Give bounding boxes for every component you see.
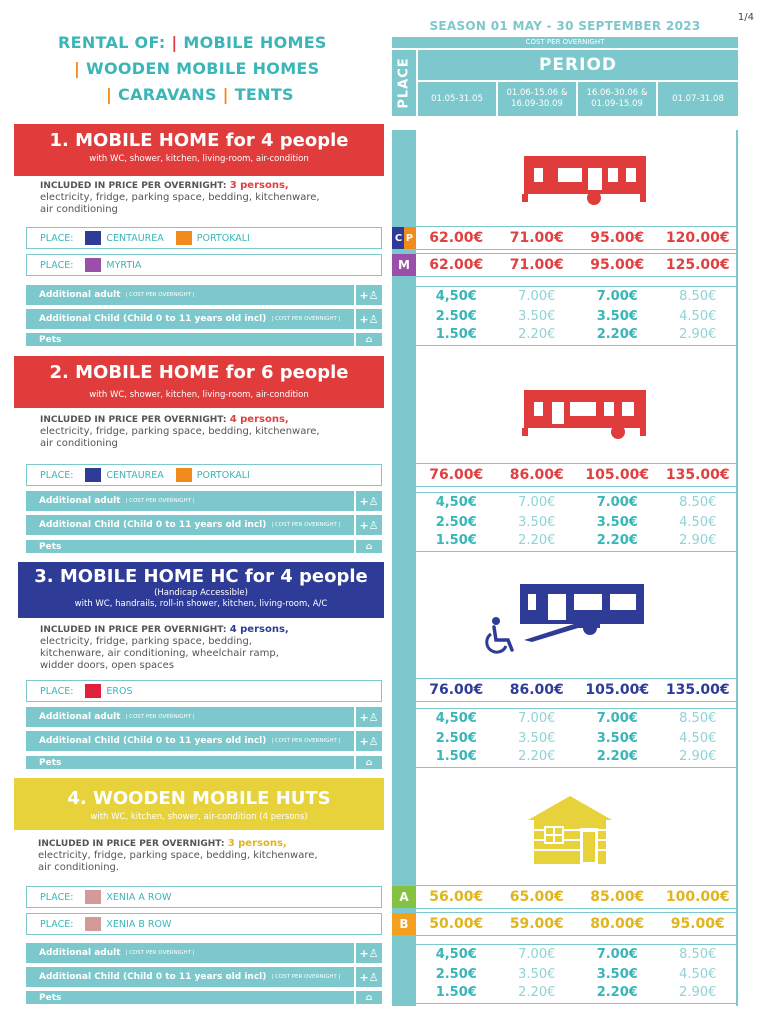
price: 120.00€: [665, 230, 730, 246]
section-1-place-row-1: [26, 227, 382, 249]
place-code-m: M: [392, 254, 416, 276]
adult-price-row: [416, 709, 738, 729]
price: 95.00€: [590, 230, 645, 246]
centaurea-color-swatch: [85, 468, 101, 482]
section-3-banner: [18, 562, 384, 618]
child-price-row: [416, 729, 738, 749]
cost-note: | COST PER OVERNIGHT |: [271, 738, 341, 744]
season-title: SEASON 01 MAY - 30 SEPTEMBER 2023: [429, 19, 701, 33]
price: 95.00€: [590, 257, 645, 273]
centaurea-color-swatch: [85, 231, 101, 245]
price: 7.00€: [518, 495, 556, 510]
place-centaurea: CENTAUREA: [106, 232, 164, 244]
plus-sign: +: [359, 288, 369, 302]
place-label: PLACE:: [40, 259, 74, 271]
place-xenia-a: XENIA A ROW: [106, 891, 172, 903]
price: 86.00€: [509, 682, 564, 698]
plus-sign: +: [359, 946, 369, 960]
eros-color-swatch: [85, 684, 101, 698]
price: 2.90€: [679, 327, 717, 342]
period-col-2: 01.06-15.06 & 16.09-30.09: [498, 82, 576, 116]
price: 7.00€: [596, 711, 638, 726]
price: 3.50€: [518, 731, 556, 746]
pets-label: Pets: [39, 757, 62, 768]
place-label: PLACE:: [40, 232, 74, 244]
section-4-included: [38, 838, 318, 874]
price: 7.00€: [596, 495, 638, 510]
cost-note: | COST PER OVERNIGHT |: [271, 974, 341, 980]
section-4-prices-row-b: [416, 912, 738, 936]
place-header: [392, 50, 416, 116]
price: 3.50€: [518, 515, 556, 530]
price: 4,50€: [435, 947, 477, 962]
additional-child-row: [26, 967, 354, 987]
included-label: INCLUDED IN PRICE PER OVERNIGHT:: [38, 839, 225, 849]
price: 71.00€: [509, 257, 564, 273]
child-icon: + ♙: [356, 515, 382, 535]
price: 2.20€: [596, 533, 638, 548]
rental-prefix: RENTAL OF:: [58, 33, 172, 52]
place-label: PLACE:: [40, 469, 74, 481]
price: 2.50€: [435, 967, 477, 982]
rental-line-1: [58, 33, 327, 52]
price: 76.00€: [429, 467, 484, 483]
rental-wooden-mobile-homes: WOODEN MOBILE HOMES: [86, 59, 320, 78]
price: 2.20€: [518, 327, 556, 342]
included-persons: 3 persons,: [227, 838, 287, 849]
section-2-subtitle: with WC, shower, kitchen, living-room, air-condition: [89, 390, 309, 400]
separator: |: [171, 33, 178, 52]
included-label: INCLUDED IN PRICE PER OVERNIGHT:: [40, 415, 227, 425]
wheelchair-icon: [482, 616, 522, 656]
wooden-hut-icon: [526, 794, 614, 866]
place-code-a: A: [392, 886, 416, 908]
portokali-color-swatch: [176, 468, 192, 482]
price: 56.00€: [429, 889, 484, 905]
section-3-place-row: [26, 680, 382, 702]
pets-row: [26, 991, 354, 1004]
section-2-included: [40, 414, 320, 450]
additional-adult-row: [26, 707, 354, 727]
rental-tents: TENTS: [234, 85, 294, 104]
additional-adult-row: [26, 491, 354, 511]
price: 8.50€: [679, 495, 717, 510]
place-portokali: PORTOKALI: [196, 232, 250, 244]
period-col-3: 16.06-30.06 & 01.09-15.09: [578, 82, 656, 116]
pets-price-row: [416, 749, 738, 765]
child-icon: + ♙: [356, 967, 382, 987]
price: 2.50€: [435, 309, 477, 324]
price: 3.50€: [596, 515, 638, 530]
portokali-color-swatch: [176, 231, 192, 245]
additional-child-label: Additional Child (Child 0 to 11 years old incl): [39, 736, 267, 746]
price: 2.20€: [518, 533, 556, 548]
separator: |: [74, 59, 81, 78]
pet-icon: ⌂: [356, 333, 382, 346]
section-2-place-row: [26, 464, 382, 486]
section-2-prices-row: [416, 463, 738, 487]
price: 2.50€: [435, 515, 477, 530]
place-label: PLACE:: [40, 891, 74, 903]
pets-label: Pets: [39, 541, 62, 552]
additional-adult-row: [26, 285, 354, 305]
rental-caravans: CARAVANS: [118, 85, 217, 104]
section-3-title: 3. MOBILE HOME HC for 4 people: [34, 566, 368, 587]
price: 1.50€: [435, 327, 477, 342]
price: 4.50€: [679, 515, 717, 530]
section-4-banner: [14, 778, 384, 830]
price: 3.50€: [596, 309, 638, 324]
mobile-home-icon: [522, 154, 648, 206]
section-4-prices-row-a: [416, 885, 738, 909]
price: 59.00€: [509, 916, 564, 932]
included-items: electricity, fridge, parking space, bedding, kitchenware, air conditioning: [40, 192, 320, 215]
rental-mobile-homes: MOBILE HOMES: [183, 33, 327, 52]
pet-icon: ⌂: [356, 540, 382, 553]
price: 4.50€: [679, 309, 717, 324]
price: 105.00€: [585, 467, 650, 483]
section-3-extra-prices: [416, 708, 738, 768]
plus-sign: +: [359, 518, 369, 532]
additional-adult-row: [26, 943, 354, 963]
cost-note: | COST PER OVERNIGHT |: [125, 950, 195, 956]
child-icon: + ♙: [356, 309, 382, 329]
additional-child-row: [26, 515, 354, 535]
price: 7.00€: [518, 947, 556, 962]
price: 2.50€: [435, 731, 477, 746]
section-1-place-row-2: [26, 254, 382, 276]
section-3-included: [40, 624, 289, 672]
section-1-prices-row-2: [416, 253, 738, 277]
section-1-banner: [14, 124, 384, 176]
adult-price-row: [416, 287, 738, 307]
adult-icon: + ♙: [356, 943, 382, 963]
place-xenia-b: XENIA B ROW: [106, 918, 172, 930]
additional-adult-label: Additional adult: [39, 496, 121, 506]
price: 105.00€: [585, 682, 650, 698]
place-eros: EROS: [106, 685, 133, 697]
plus-sign: +: [359, 312, 369, 326]
section-1-included: [40, 180, 320, 216]
price: 2.90€: [679, 533, 717, 548]
rental-line-3: [106, 85, 294, 104]
additional-child-label: Additional Child (Child 0 to 11 years old incl): [39, 314, 267, 324]
place-header-label: PLACE: [396, 57, 412, 109]
additional-adult-label: Additional adult: [39, 948, 121, 958]
plus-sign: +: [359, 734, 369, 748]
price: 4.50€: [679, 967, 717, 982]
section-4-extra-prices: [416, 944, 738, 1004]
section-3-prices-row: [416, 678, 738, 702]
section-1-subtitle: with WC, shower, kitchen, living-room, air-condition: [89, 154, 309, 164]
price: 2.90€: [679, 985, 717, 1000]
section-4-place-row-b: [26, 913, 382, 935]
price: 86.00€: [509, 467, 564, 483]
included-label: INCLUDED IN PRICE PER OVERNIGHT:: [40, 181, 227, 191]
price: 85.00€: [590, 889, 645, 905]
adult-icon: + ♙: [356, 285, 382, 305]
price: 80.00€: [590, 916, 645, 932]
period-header: PERIOD: [418, 50, 738, 80]
plus-sign: +: [359, 710, 369, 724]
section-4-subtitle: with WC, kitchen, shower, air-condition (4 persons): [90, 812, 308, 822]
place-myrtia: MYRTIA: [106, 259, 142, 271]
adult-icon: + ♙: [356, 707, 382, 727]
page-number: 1/4: [737, 12, 754, 23]
xenia-b-color-swatch: [85, 917, 101, 931]
price: 1.50€: [435, 533, 477, 548]
pet-icon: ⌂: [356, 991, 382, 1004]
price: 65.00€: [509, 889, 564, 905]
included-items: electricity, fridge, parking space, bedding, kitchenware, air conditioning: [40, 426, 320, 449]
section-2-banner: [14, 356, 384, 408]
price: 4,50€: [435, 495, 477, 510]
price: 62.00€: [429, 230, 484, 246]
pets-label: Pets: [39, 992, 62, 1003]
place-centaurea: CENTAUREA: [106, 469, 164, 481]
price: 2.20€: [596, 327, 638, 342]
pets-price-row: [416, 327, 738, 343]
price: 125.00€: [665, 257, 730, 273]
child-price-row: [416, 965, 738, 985]
additional-child-row: [26, 309, 354, 329]
additional-adult-label: Additional adult: [39, 290, 121, 300]
price: 1.50€: [435, 749, 477, 764]
price: 135.00€: [665, 682, 730, 698]
place-portokali: PORTOKALI: [196, 469, 250, 481]
price: 4.50€: [679, 731, 717, 746]
price: 2.20€: [596, 749, 638, 764]
place-code-b: B: [392, 913, 416, 935]
cost-note: | COST PER OVERNIGHT |: [125, 714, 195, 720]
child-price-row: [416, 307, 738, 327]
section-4-title: 4. WOODEN MOBILE HUTS: [67, 788, 331, 809]
included-persons: 4 persons,: [229, 414, 289, 425]
included-persons: 4 persons,: [229, 624, 289, 635]
price: 8.50€: [679, 289, 717, 304]
price: 7.00€: [596, 947, 638, 962]
place-code-cp: C P: [392, 227, 416, 249]
cost-note: | COST PER OVERNIGHT |: [125, 292, 195, 298]
additional-adult-label: Additional adult: [39, 712, 121, 722]
cost-note: | COST PER OVERNIGHT |: [271, 522, 341, 528]
plus-sign: +: [359, 494, 369, 508]
included-items: electricity, fridge, parking space, bedding, kitchenware, air conditioning, wheelchair ramp, widder doors, open spaces: [40, 636, 279, 671]
included-items: electricity, fridge, parking space, bedding, kitchenware, air conditioning.: [38, 850, 318, 873]
pets-label: Pets: [39, 334, 62, 345]
section-1-extra-prices: [416, 286, 738, 346]
place-label: PLACE:: [40, 918, 74, 930]
section-4-place-row-a: [26, 886, 382, 908]
price: 100.00€: [665, 889, 730, 905]
period-col-1: 01.05-31.05: [418, 82, 496, 116]
price: 3.50€: [518, 967, 556, 982]
price: 7.00€: [596, 289, 638, 304]
adult-price-row: [416, 493, 738, 513]
separator: |: [222, 85, 229, 104]
price: 62.00€: [429, 257, 484, 273]
section-2-title: 2. MOBILE HOME for 6 people: [49, 362, 349, 383]
price: 3.50€: [596, 731, 638, 746]
price: 8.50€: [679, 711, 717, 726]
section-1-prices-row-1: [416, 226, 738, 250]
pets-price-row: [416, 985, 738, 1001]
myrtia-color-swatch: [85, 258, 101, 272]
additional-child-label: Additional Child (Child 0 to 11 years old incl): [39, 520, 267, 530]
pets-row: [26, 756, 354, 769]
price: 2.20€: [596, 985, 638, 1000]
mobile-home-icon: [522, 388, 648, 440]
price: 7.00€: [518, 289, 556, 304]
price: 1.50€: [435, 985, 477, 1000]
cost-note: | COST PER OVERNIGHT |: [125, 498, 195, 504]
price: 2.90€: [679, 749, 717, 764]
price: 8.50€: [679, 947, 717, 962]
price: 95.00€: [670, 916, 725, 932]
cost-per-overnight-label: COST PER OVERNIGHT: [392, 37, 738, 48]
price: 4,50€: [435, 711, 477, 726]
price: 3.50€: [596, 967, 638, 982]
price: 71.00€: [509, 230, 564, 246]
included-label: INCLUDED IN PRICE PER OVERNIGHT:: [40, 625, 227, 635]
pets-row: [26, 540, 354, 553]
price: 2.20€: [518, 749, 556, 764]
child-price-row: [416, 513, 738, 533]
adult-price-row: [416, 945, 738, 965]
price: 4,50€: [435, 289, 477, 304]
xenia-a-color-swatch: [85, 890, 101, 904]
price: 135.00€: [665, 467, 730, 483]
section-1-title: 1. MOBILE HOME for 4 people: [49, 130, 349, 151]
pet-icon: ⌂: [356, 756, 382, 769]
cost-note: | COST PER OVERNIGHT |: [271, 316, 341, 322]
section-3-subtitle: (Handicap Accessible) with WC, handrails, roll-in shower, kitchen, living-room, A/C: [74, 588, 328, 609]
additional-child-label: Additional Child (Child 0 to 11 years old incl): [39, 972, 267, 982]
plus-sign: +: [359, 970, 369, 984]
additional-child-row: [26, 731, 354, 751]
period-col-4: 01.07-31.08: [658, 82, 738, 116]
pets-price-row: [416, 533, 738, 549]
pets-row: [26, 333, 354, 346]
price: 3.50€: [518, 309, 556, 324]
section-2-extra-prices: [416, 492, 738, 552]
price: 7.00€: [518, 711, 556, 726]
adult-icon: + ♙: [356, 491, 382, 511]
included-persons: 3 persons,: [229, 180, 289, 191]
price: 50.00€: [429, 916, 484, 932]
rental-line-2: [74, 59, 320, 78]
separator: |: [106, 85, 113, 104]
price: 76.00€: [429, 682, 484, 698]
place-label: PLACE:: [40, 685, 74, 697]
child-icon: + ♙: [356, 731, 382, 751]
price: 2.20€: [518, 985, 556, 1000]
